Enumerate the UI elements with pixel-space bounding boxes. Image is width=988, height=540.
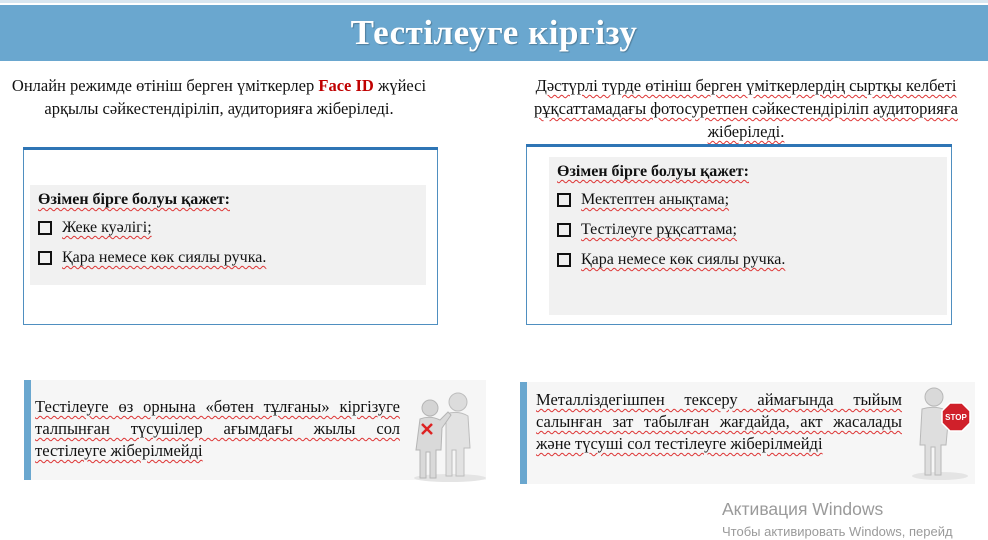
left-intro-prefix: Онлайн режимде өтініш берген үміткерлер — [11, 76, 319, 95]
right-requirements-heading: Өзімен бірге болуы қажет: — [557, 163, 749, 180]
face-id-highlight: Face ID — [318, 76, 374, 95]
right-note-text: Металліздегішпен тексеру аймағында тыйым салынған зат табылған жағдайда, акт жасалады және түсуші сол тестілеуге жіберілмейді — [536, 390, 902, 453]
stop-label: STOP — [945, 413, 967, 422]
right-box-top-rule — [526, 144, 952, 147]
right-requirements-panel — [549, 157, 947, 315]
stop-sign-figure-icon — [906, 385, 978, 481]
top-border-line — [0, 0, 988, 3]
left-box-top-rule — [23, 147, 438, 150]
checkbox-bullet-icon — [557, 223, 571, 237]
left-note-text: Тестілеуге өз орнына «бөтен тұлғаны» кіргізуге талпынған түсушілер ағымдағы жылы сол тестілеуге жіберілмейді — [35, 397, 400, 460]
right-note-accent-bar — [520, 382, 527, 484]
list-item — [557, 221, 939, 239]
left-intro-suffix: жүйесі арқылы сәйкестендіріліп, аудиторияға жіберіледі. — [44, 76, 427, 118]
left-requirements-heading: Өзімен бірге болуы қажет: — [38, 191, 230, 208]
right-item-1: Мектептен анықтама; — [581, 191, 730, 208]
list-item — [557, 191, 939, 209]
checkbox-bullet-icon — [38, 251, 52, 265]
right-intro: Дәстүрлі түрде өтініш берген үміткерлердің сыртқы келбеті рұқсаттамадағы фотосуретпен сәйкестендіріліп аудиторияға жіберіледі. — [534, 76, 958, 141]
windows-activation-title: Активация Windows — [722, 499, 884, 519]
list-item — [38, 249, 418, 267]
person-blocking-figure-icon — [406, 388, 488, 484]
right-item-2: Тестілеуге рұқсаттама; — [581, 221, 737, 238]
left-intro-text — [4, 74, 434, 120]
left-note — [35, 396, 400, 462]
left-item-2: Қара немесе көк сиялы ручка. — [62, 249, 267, 266]
page-title: Тестілеуге кіргізу — [350, 13, 638, 52]
left-requirements-panel — [30, 185, 426, 285]
right-item-3: Қара немесе көк сиялы ручка. — [581, 251, 786, 268]
checkbox-bullet-icon — [557, 253, 571, 267]
title-bar — [0, 5, 988, 61]
checkbox-bullet-icon — [38, 221, 52, 235]
checkbox-bullet-icon — [557, 193, 571, 207]
right-intro-text — [520, 74, 972, 143]
windows-activation-subtitle: Чтобы активировать Windows, перейд — [722, 524, 953, 539]
right-note — [536, 389, 902, 455]
left-note-accent-bar — [24, 380, 31, 480]
list-item — [38, 219, 418, 237]
list-item — [557, 251, 939, 269]
left-item-1: Жеке куәлігі; — [62, 219, 152, 236]
